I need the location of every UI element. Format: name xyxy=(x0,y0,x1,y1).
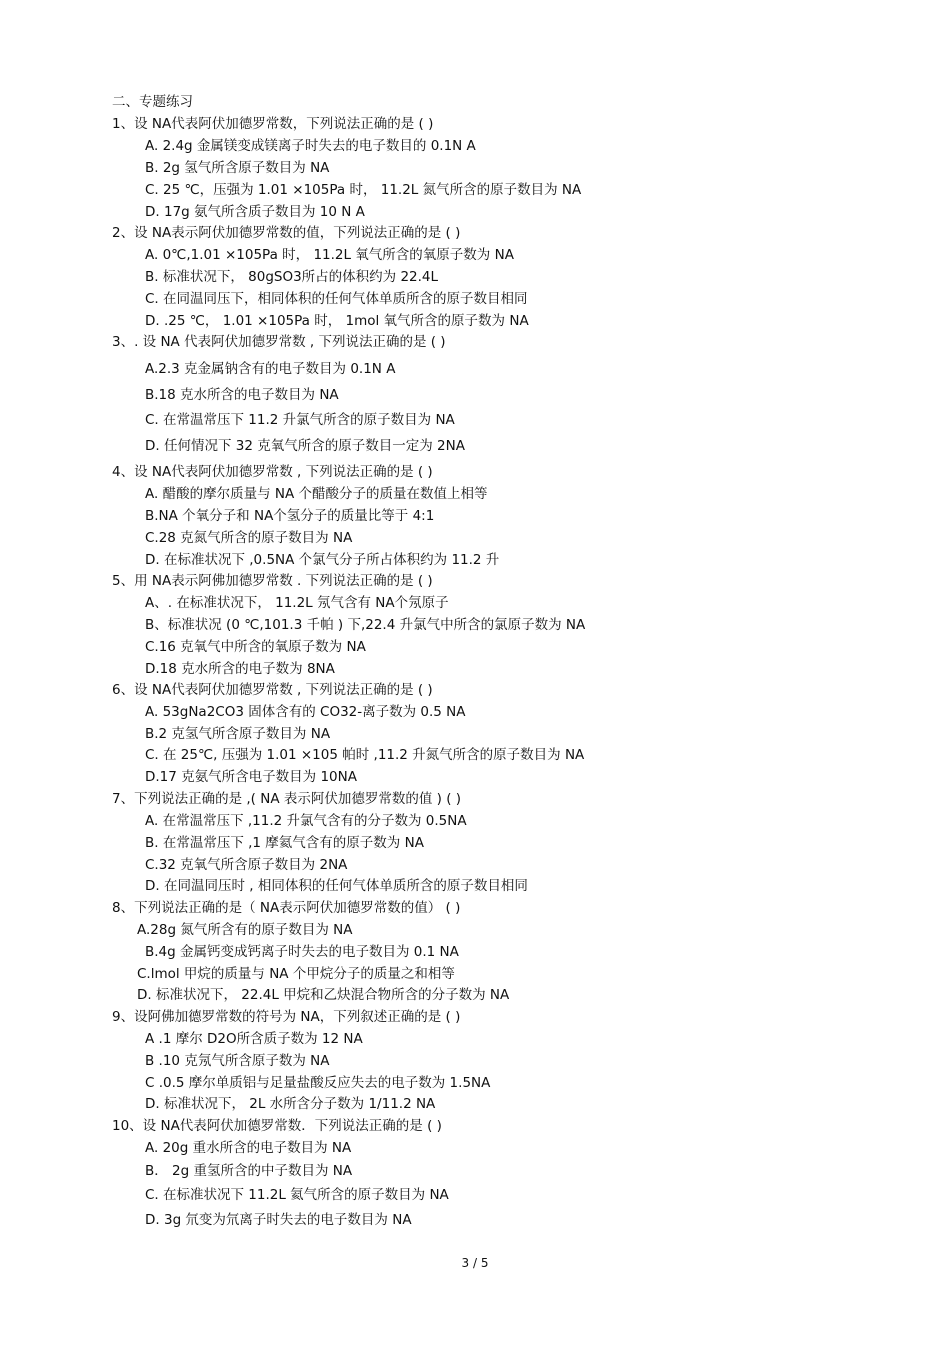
option-line: B. 标准状况下， 80gSO3所占的体积约为 22.4L xyxy=(145,269,439,285)
option-line: D. 3g 氘变为氘离子时失去的电子数目为 NA xyxy=(145,1212,412,1228)
option-line: B.18 克水所含的电子数目为 NA xyxy=(145,387,339,403)
option-line: B. 2g 氢气所含原子数目为 NA xyxy=(145,160,330,176)
question-1: 1、设 NA代表阿伏加德罗常数，下列说法正确的是 ( ) xyxy=(112,116,434,132)
option-line: A. 0℃,1.01 ×105Pa 时， 11.2L 氧气所含的氧原子数为 NA xyxy=(145,247,514,263)
question-9: 9、设阿佛加德罗常数的符号为 NA，下列叙述正确的是 ( ) xyxy=(112,1009,461,1025)
option-line: B、标准状况 (0 ℃,101.3 千帕 ) 下,22.4 升氯气中所含的氯原子数为 NA xyxy=(145,617,586,633)
option-line: A、. 在标准状况下， 11.2L 氖气含有 NA个氖原子 xyxy=(145,595,449,611)
question-4: 4、设 NA代表阿伏加德罗常数 , 下列说法正确的是 ( ) xyxy=(112,464,433,480)
option-line: C.16 克氧气中所含的氧原子数为 NA xyxy=(145,639,366,655)
option-line: A .1 摩尔 D2O所含质子数为 12 NA xyxy=(145,1031,363,1047)
option-line: C.28 克氮气所含的原子数目为 NA xyxy=(145,530,353,546)
option-line: C .0.5 摩尔单质铝与足量盐酸反应失去的电子数为 1.5NA xyxy=(145,1075,491,1091)
option-line: B.NA 个氧分子和 NA个氢分子的质量比等于 4:1 xyxy=(145,508,435,524)
option-line: A. 2.4g 金属镁变成镁离子时失去的电子数目的 0.1N A xyxy=(145,138,476,154)
option-line: D. 标准状况下， 22.4L 甲烷和乙炔混合物所含的分子数为 NA xyxy=(137,987,510,1003)
option-line: D. 标准状况下， 2L 水所含分子数为 1/11.2 NA xyxy=(145,1096,436,1112)
option-line: B. 在常温常压下 ,1 摩氦气含有的原子数为 NA xyxy=(145,835,424,851)
option-line: D. 在标准状况下 ,0.5NA 个氯气分子所占体积约为 11.2 升 xyxy=(145,552,500,568)
option-line: C. 25 ℃，压强为 1.01 ×105Pa 时， 11.2L 氮气所含的原子数目为 NA xyxy=(145,182,582,198)
option-line: D.17 克氨气所含电子数目为 10NA xyxy=(145,769,357,785)
option-line: D. .25 ℃， 1.01 ×105Pa 时， 1mol 氧气所含的原子数为 NA xyxy=(145,313,529,329)
page-number: 3 / 5 xyxy=(461,1256,489,1270)
option-line: B.2 克氢气所含原子数目为 NA xyxy=(145,726,331,742)
option-line: A. 20g 重水所含的电子数目为 NA xyxy=(145,1140,352,1156)
option-line: D. 在同温同压时 , 相同体积的任何气体单质所含的原子数目相同 xyxy=(145,878,528,894)
option-line: D. 任何情况下 32 克氧气所含的原子数目一定为 2NA xyxy=(145,438,465,454)
option-line: A.28g 氮气所含有的原子数目为 NA xyxy=(137,922,353,938)
option-line: C.32 克氧气所含原子数目为 2NA xyxy=(145,857,348,873)
question-2: 2、设 NA表示阿伏加德罗常数的值，下列说法正确的是 ( ) xyxy=(112,225,461,241)
option-line: D.18 克水所含的电子数为 8NA xyxy=(145,661,335,677)
question-7: 7、下列说法正确的是 ,( NA 表示阿伏加德罗常数的值 ) ( ) xyxy=(112,791,462,807)
question-10: 10、设 NA代表阿伏加德罗常数．下列说法正确的是 ( ) xyxy=(112,1118,442,1134)
option-line: C. 在同温同压下，相同体积的任何气体单质所含的原子数目相同 xyxy=(145,291,528,307)
option-line: D. 17g 氨气所含质子数目为 10 N A xyxy=(145,204,365,220)
option-line: C.lmol 甲烷的质量与 NA 个甲烷分子的质量之和相等 xyxy=(137,966,455,982)
question-6: 6、设 NA代表阿伏加德罗常数 , 下列说法正确的是 ( ) xyxy=(112,682,433,698)
option-line: C. 在标准状况下 11.2L 氦气所含的原子数目为 NA xyxy=(145,1187,449,1203)
option-line: B． 2g 重氢所含的中子数目为 NA xyxy=(145,1163,353,1179)
option-line: A. 醋酸的摩尔质量与 NA 个醋酸分子的质量在数值上相等 xyxy=(145,486,488,502)
question-8: 8、下列说法正确的是（ NA表示阿伏加德罗常数的值） ( ) xyxy=(112,900,461,916)
option-line: A. 53gNa2CO3 固体含有的 CO32-离子数为 0.5 NA xyxy=(145,704,466,720)
option-line: B.4g 金属钙变成钙离子时失去的电子数目为 0.1 NA xyxy=(145,944,459,960)
option-line: B .10 克氖气所含原子数为 NA xyxy=(145,1053,330,1069)
option-line: A. 在常温常压下 ,11.2 升氯气含有的分子数为 0.5NA xyxy=(145,813,467,829)
option-line: A.2.3 克金属钠含有的电子数目为 0.1N A xyxy=(145,361,396,377)
option-line: C. 在 25℃, 压强为 1.01 ×105 帕时 ,11.2 升氮气所含的原子数目为 NA xyxy=(145,747,585,763)
section-title: 二、专题练习 xyxy=(112,94,193,110)
option-line: C. 在常温常压下 11.2 升氯气所含的原子数目为 NA xyxy=(145,412,455,428)
question-5: 5、用 NA表示阿佛加德罗常数 . 下列说法正确的是 ( ) xyxy=(112,573,433,589)
question-3: 3、. 设 NA 代表阿伏加德罗常数 , 下列说法正确的是 ( ) xyxy=(112,334,446,350)
